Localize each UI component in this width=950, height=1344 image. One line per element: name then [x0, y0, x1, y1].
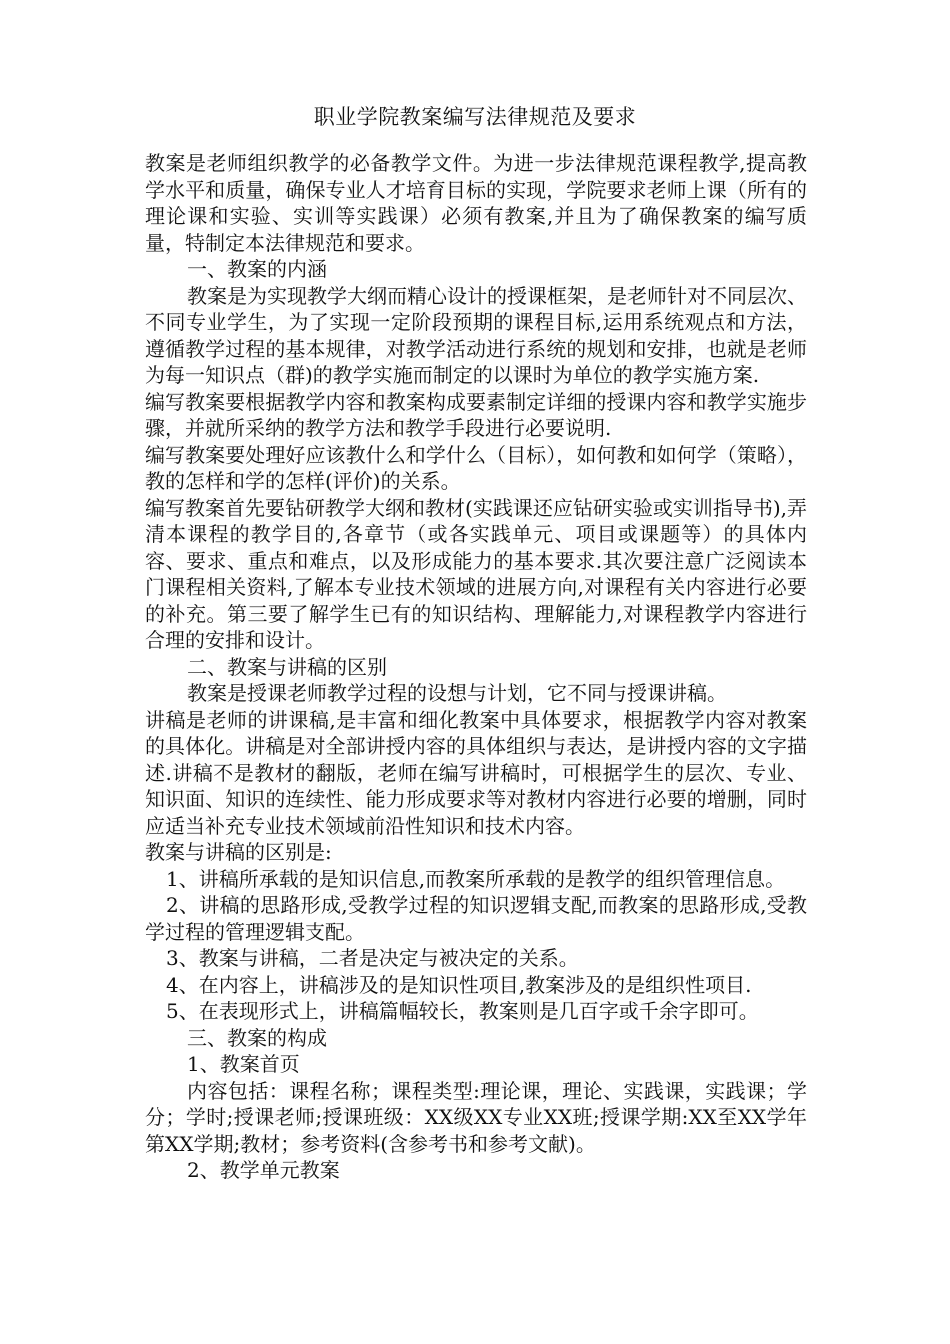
- paragraph-intro: 教案是老师组织教学的必备教学文件。为进一步法律规范课程教学,提高教学水平和质量，确保专业人才培育目标的实现，学院要求老师上课（所有的理论课和实验、实训等实践课）必须有教案,并且为了确保教案的编写质量，特制定本法律规范和要求。: [145, 151, 807, 255]
- document-title: 职业学院教案编写法律规范及要求: [313, 105, 637, 129]
- list-item: 2、讲稿的思路形成,受教学过程的知识逻辑支配,而教案的思路形成,受教学过程的管理逻辑支配。: [145, 893, 807, 944]
- section-heading-3: 三、教案的构成: [187, 1025, 327, 1050]
- list-item: 1、讲稿所承载的是知识信息,而教案所承载的是教学的组织管理信息。: [166, 866, 786, 891]
- paragraph-preparation: 编写教案首先要钻研教学大纲和教材(实践课还应钻研实验或实训指导书),弄清本课程的教学目的,各章节（或各实践单元、项目或课题等）的具体内容、要求、重点和难点，以及形成能力的基本要求.其次要注意广泛阅读本门课程相关资料,了解本专业技术领域的进展方向,对课程有关内容进行必要的补充。第三要了解学生已有的知识结构、理解能力,对课程教学内容进行合理的安排和设计。: [145, 495, 807, 652]
- document-body: [145, 150, 807, 1184]
- subsection-heading: 1、教案首页: [187, 1052, 300, 1076]
- subsection-heading: 2、教学单元教案: [187, 1158, 340, 1182]
- section-heading-1: 一、教案的内涵: [187, 257, 327, 281]
- list-item: 3、教案与讲稿，二者是决定与被决定的关系。: [166, 946, 579, 970]
- paragraph-plan-vs-lecture: 教案是授课老师教学过程的设想与计划，它不同与授课讲稿。: [187, 681, 727, 705]
- section-heading-2: 二、教案与讲稿的区别: [187, 654, 387, 679]
- paragraph-difference-intro: 教案与讲稿的区别是:: [145, 840, 332, 864]
- paragraph-lecture-notes: 讲稿是老师的讲课稿,是丰富和细化教案中具体要求，根据教学内容对教案的具体化。讲稿是对全部讲授内容的具体组织与表达，是讲授内容的文字描述.讲稿不是教材的翻版，老师在编写讲稿时，可根据学生的层次、专业、知识面、知识的连续性、能力形成要求等对教材内容进行必要的增删，同时应适当补充专业技术领域前沿性知识和技术内容。: [145, 707, 807, 838]
- paragraph-goals: 编写教案要处理好应该教什么和学什么（目标），如何教和如何学（策略），教的怎样和学的怎样(评价)的关系。: [145, 442, 807, 493]
- list-item: 4、在内容上，讲稿涉及的是知识性项目,教案涉及的是组织性项目.: [166, 972, 752, 997]
- paragraph-cover-page-contents: 内容包括：课程名称；课程类型:理论课，理论、实践课，实践课；学分；学时;授课老师;授课班级：XX级XX专业XX班;授课学期:XX至XX学年第XX学期;教材；参考资料(含参考书和参考文献)。: [145, 1078, 807, 1156]
- list-item: 5、在表现形式上，讲稿篇幅较长，教案则是几百字或千余字即可。: [166, 999, 759, 1023]
- paragraph-steps: 编写教案要根据教学内容和教案构成要素制定详细的授课内容和教学实施步骤，并就所采纳的教学方法和教学手段进行必要说明.: [145, 389, 807, 440]
- paragraph-definition: 教案是为实现教学大纲而精心设计的授课框架，是老师针对不同层次、不同专业学生，为了实现一定阶段预期的课程目标,运用系统观点和方法，遵循教学过程的基本规律，对教学活动进行系统的规划和安排，也就是老师为每一知识点（群)的教学实施而制定的以课时为单位的教学实施方案.: [145, 283, 807, 387]
